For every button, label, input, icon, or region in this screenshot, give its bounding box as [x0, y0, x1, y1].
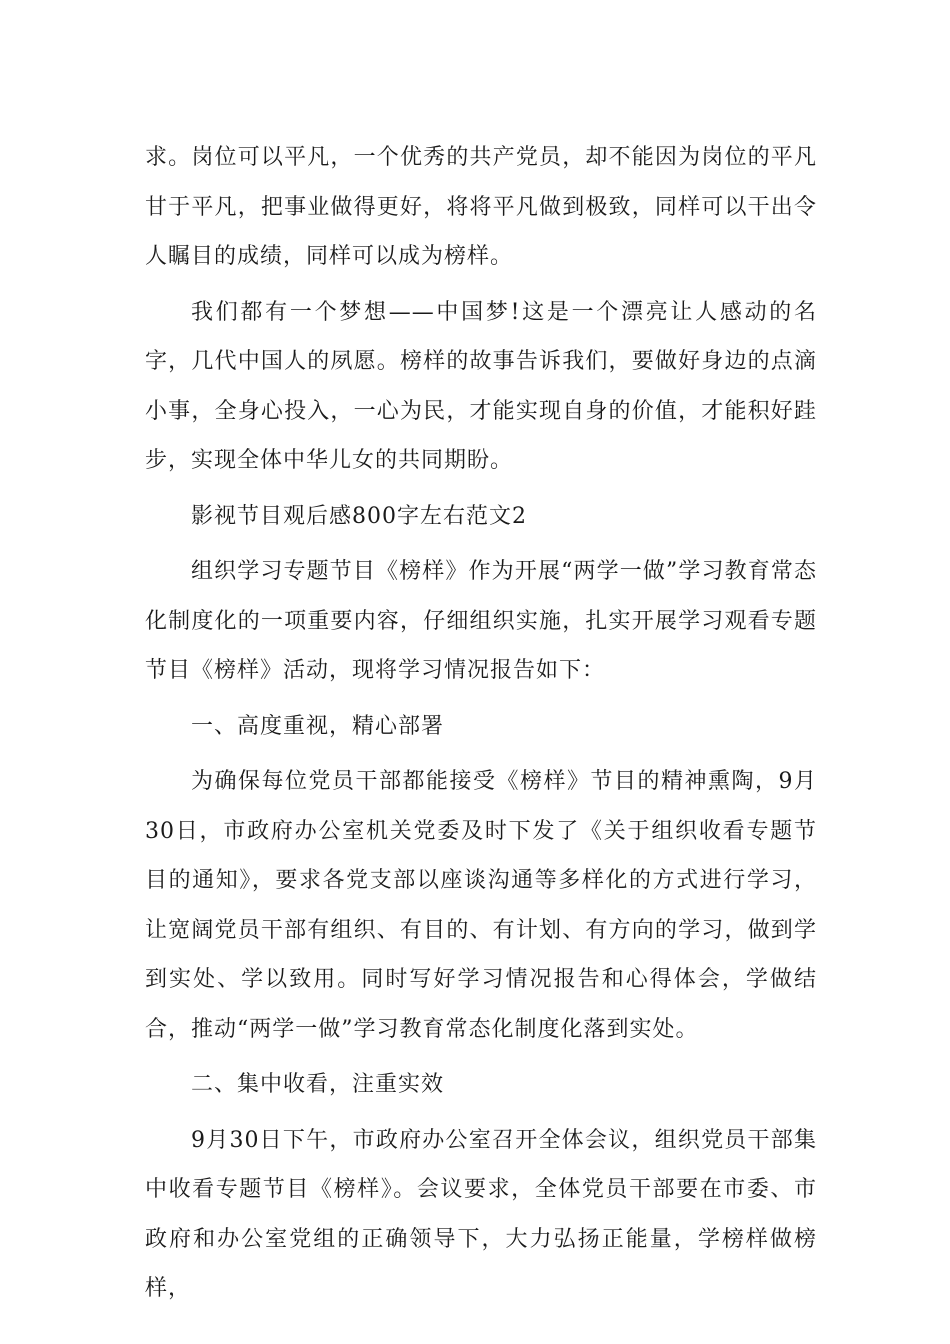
document-body	[145, 133, 817, 1320]
heading-2: 二、集中收看，注重实效	[191, 1072, 445, 1097]
paragraph-2: 我们都有一个梦想——中国梦!这是一个漂亮让人感动的名字，几代中国人的夙愿。榜样的故事告诉我们，要做好身边的点滴小事，全身心投入，一心为民，才能实现自身的价值，才能积好跬步，实现全体中华儿女的共同期盼。	[145, 299, 817, 473]
paragraph-intro: 组织学习专题节目《榜样》作为开展“两学一做”学习教育常态化制度化的一项重要内容，仔细组织实施，扎实开展学习观看专题节目《榜样》活动，现将学习情况报告如下：	[145, 559, 817, 683]
paragraph-viewing: 9月30日下午，市政府办公室召开全体会议，组织党员干部集中收看专题节目《榜样》。会议要求，全体党员干部要在市委、市政府和办公室党组的正确领导下，大力弘扬正能量，学榜样做榜样，	[145, 1127, 817, 1301]
paragraph-1: 求。岗位可以平凡，一个优秀的共产党员，却不能因为岗位的平凡甘于平凡，把事业做得更好，将将平凡做到极致，同样可以干出令人瞩目的成绩，同样可以成为榜样。	[145, 145, 817, 269]
section-title-essay-2: 影视节目观后感800字左右范文2	[191, 503, 527, 529]
heading-1: 一、高度重视，精心部署	[191, 713, 445, 739]
paragraph-deployment: 为确保每位党员干部都能接受《榜样》节目的精神熏陶，9月30日，市政府办公室机关党委及时下发了《关于组织收看专题节目的通知》，要求各党支部以座谈沟通等多样化的方式进行学习，让宽阔党员干部有组织、有目的、有计划、有方向的学习，做到学到实处、学以致用。同时写好学习情况报告和心得体会，学做结合，推动“两学一做”学习教育常态化制度化落到实处。	[145, 769, 817, 1042]
